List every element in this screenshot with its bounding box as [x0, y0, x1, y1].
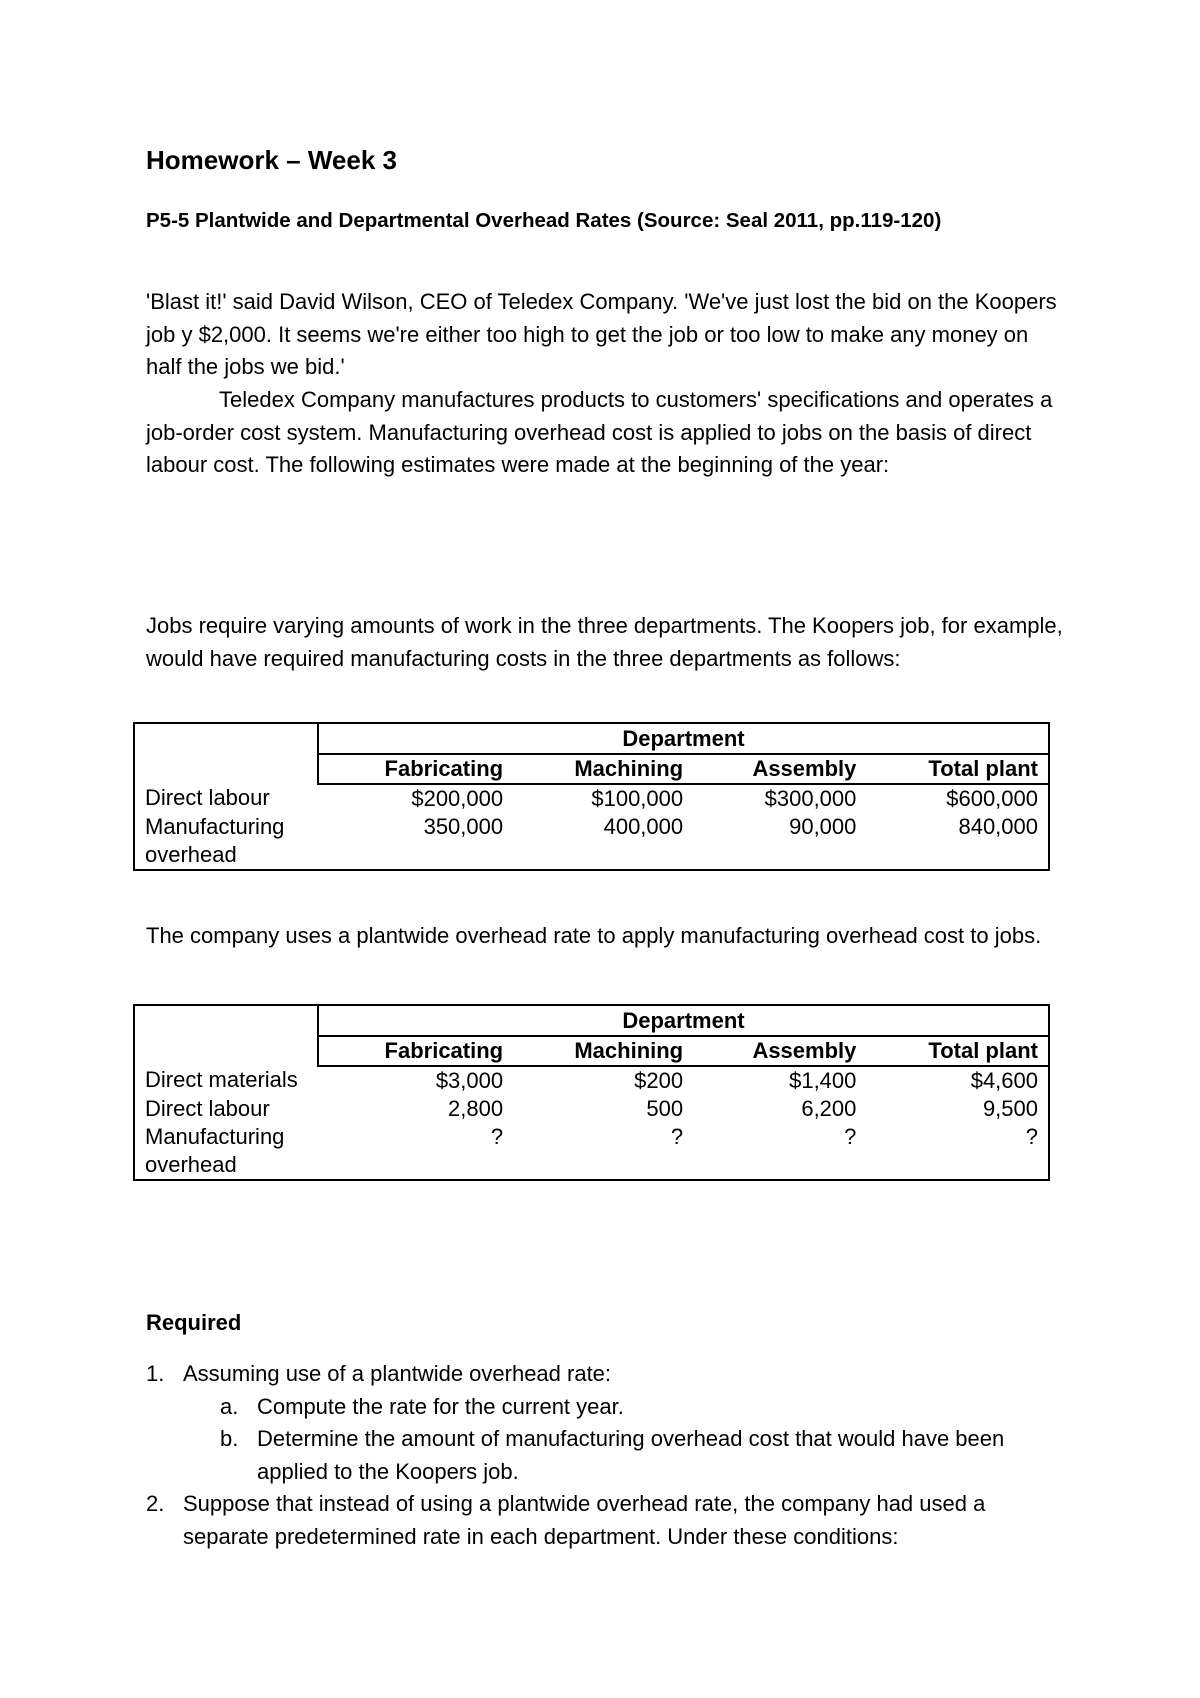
table-cell: 9,500 [982, 1096, 1038, 1121]
column-header-machining: Machining [513, 754, 693, 784]
list-item [220, 1423, 1066, 1488]
table-cell: 90,000 [789, 814, 857, 839]
table-group-header-row [134, 723, 1049, 754]
row-label: Manufacturing overhead [145, 814, 285, 867]
list-item [220, 1391, 1066, 1424]
table-cell: $3,000 [435, 1068, 504, 1093]
table-row [134, 1095, 1049, 1123]
column-header-fabricating: Fabricating [318, 754, 513, 784]
list-item-text: Assuming use of a plantwide overhead rate: [183, 1361, 612, 1386]
table-cell: $600,000 [946, 786, 1038, 811]
column-header-total-plant: Total plant [866, 1036, 1049, 1066]
table-cell: $100,000 [591, 786, 684, 811]
table-column-header-row [134, 1036, 1049, 1066]
list-marker: a. [220, 1393, 239, 1419]
table-cell: 2,800 [448, 1096, 504, 1121]
table-row [134, 784, 1049, 813]
list-item-text: Compute the rate for the current year. [257, 1393, 624, 1419]
table-group-header-row [134, 1005, 1049, 1036]
quote-paragraph: 'Blast it!' said David Wilson, CEO of Teledex Company. 'We've just lost the bid on the Koopers job y $2,000. It seems we're either too high to get the job or too low to make any money on half the jobs we bid.' [146, 289, 1057, 379]
plantwide-paragraph: The company uses a plantwide overhead rate to apply manufacturing overhead cost to jobs. [146, 923, 1042, 948]
table-cell: 840,000 [958, 814, 1038, 839]
required-list [146, 1358, 1066, 1553]
table-cell: $200 [634, 1068, 684, 1093]
list-item [146, 1358, 1066, 1488]
table-cell: $200,000 [411, 786, 504, 811]
list-marker: b. [220, 1426, 239, 1451]
jobs-paragraph: Jobs require varying amounts of work in the three departments. The Koopers job, for example, would have required manufacturing costs in the three departments as follows: [146, 613, 1063, 671]
table-cell: $300,000 [764, 786, 857, 811]
row-label: Direct materials [145, 1067, 298, 1092]
list-item-text: Suppose that instead of using a plantwide overhead rate, the company had used a separate predetermined rate in each department. Under these conditions: [183, 1491, 986, 1549]
column-header-total-plant: Total plant [866, 754, 1049, 784]
table-cell: ? [490, 1124, 504, 1149]
table-cell: 6,200 [801, 1096, 857, 1121]
row-label: Direct labour [145, 1096, 270, 1121]
row-label: Manufacturing overhead [145, 1124, 285, 1177]
page-title: Homework – Week 3 [146, 145, 397, 175]
column-header-assembly: Assembly [693, 754, 866, 784]
table-column-header-row [134, 754, 1049, 784]
table-cell: 350,000 [423, 814, 504, 839]
department-header: Department [318, 723, 1049, 754]
table-cell: 400,000 [603, 814, 684, 839]
list-item [146, 1488, 1066, 1553]
table-cell: ? [670, 1124, 684, 1149]
row-label: Direct labour [145, 785, 270, 810]
table-row [134, 813, 1049, 870]
department-header: Department [318, 1005, 1049, 1036]
table-cell: 500 [646, 1096, 684, 1121]
list-marker: 1. [146, 1361, 165, 1386]
sub-list [183, 1391, 1066, 1489]
column-header-machining: Machining [513, 1036, 693, 1066]
column-header-fabricating: Fabricating [318, 1036, 513, 1066]
table-cell: $1,400 [789, 1068, 857, 1093]
problem-subtitle: P5-5 Plantwide and Departmental Overhead Rates (Source: Seal 2011, pp.119-120) [146, 209, 942, 232]
required-heading: Required [146, 1310, 242, 1335]
table-cell: ? [844, 1124, 857, 1149]
table-cell: ? [1025, 1124, 1038, 1149]
estimates-table [133, 722, 1050, 871]
list-item-text: Determine the amount of manufacturing overhead cost that would have been applied to the Koopers job. [257, 1426, 1005, 1484]
koopers-job-table [133, 1004, 1050, 1181]
table-cell: $4,600 [970, 1068, 1038, 1093]
column-header-assembly: Assembly [693, 1036, 866, 1066]
list-marker: 2. [146, 1491, 165, 1516]
table-row [134, 1066, 1049, 1095]
table-row [134, 1123, 1049, 1180]
intro-paragraph: Teledex Company manufactures products to customers' specifications and operates a job-order cost system. Manufacturing overhead cost is applied to jobs on the basis of direct labour cost. The following estimates were made at the beginning of the year: [146, 387, 1053, 477]
